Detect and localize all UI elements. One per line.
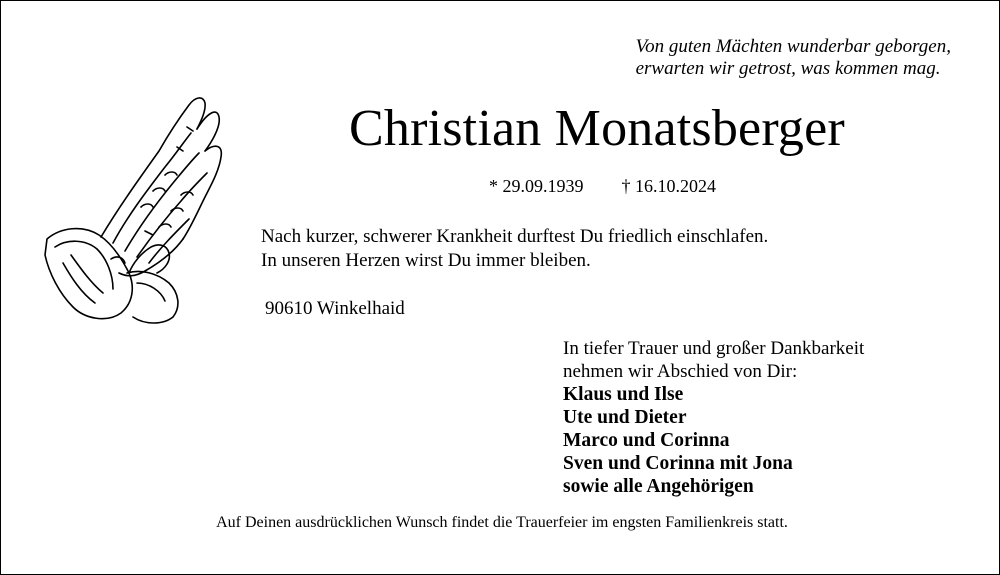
- motto-line-1: Von guten Mächten wunderbar geborgen,: [635, 36, 951, 57]
- death-date: † 16.10.2024: [621, 176, 716, 196]
- intro-line-1: Nach kurzer, schwerer Krankheit durftest Du friedlich einschlafen.: [261, 226, 769, 247]
- praying-hands-icon: [41, 87, 226, 327]
- funeral-note: [1, 513, 999, 533]
- motto-line-2: erwarten wir getrost, was kommen mag.: [635, 58, 941, 79]
- intro-line-2: In unseren Herzen wirst Du immer bleiben.: [261, 250, 591, 271]
- mourner-name: Klaus und Ilse: [563, 384, 684, 405]
- mourners-line-1: In tiefer Trauer und großer Dankbarkeit: [563, 338, 865, 359]
- mourners-line-2: nehmen wir Abschied von Dir:: [563, 361, 798, 382]
- funeral-note-text: Auf Deinen ausdrücklichen Wunsch findet die Trauerfeier im engsten Familienkreis statt.: [216, 514, 788, 531]
- life-dates: [489, 175, 716, 197]
- place-of-residence: 90610 Winkelhaid: [265, 298, 405, 319]
- mourner-name: Ute und Dieter: [563, 407, 687, 428]
- mourner-name: Marco und Corinna: [563, 430, 730, 451]
- intro-text: [261, 225, 768, 273]
- motto-quote: [636, 36, 951, 80]
- mourner-name: sowie alle Angehörigen: [563, 476, 754, 497]
- mourners-block: [563, 337, 864, 498]
- mourner-name: Sven und Corinna mit Jona: [563, 453, 793, 474]
- birth-date: * 29.09.1939: [489, 176, 584, 196]
- deceased-name: Christian Monatsberger: [349, 100, 845, 157]
